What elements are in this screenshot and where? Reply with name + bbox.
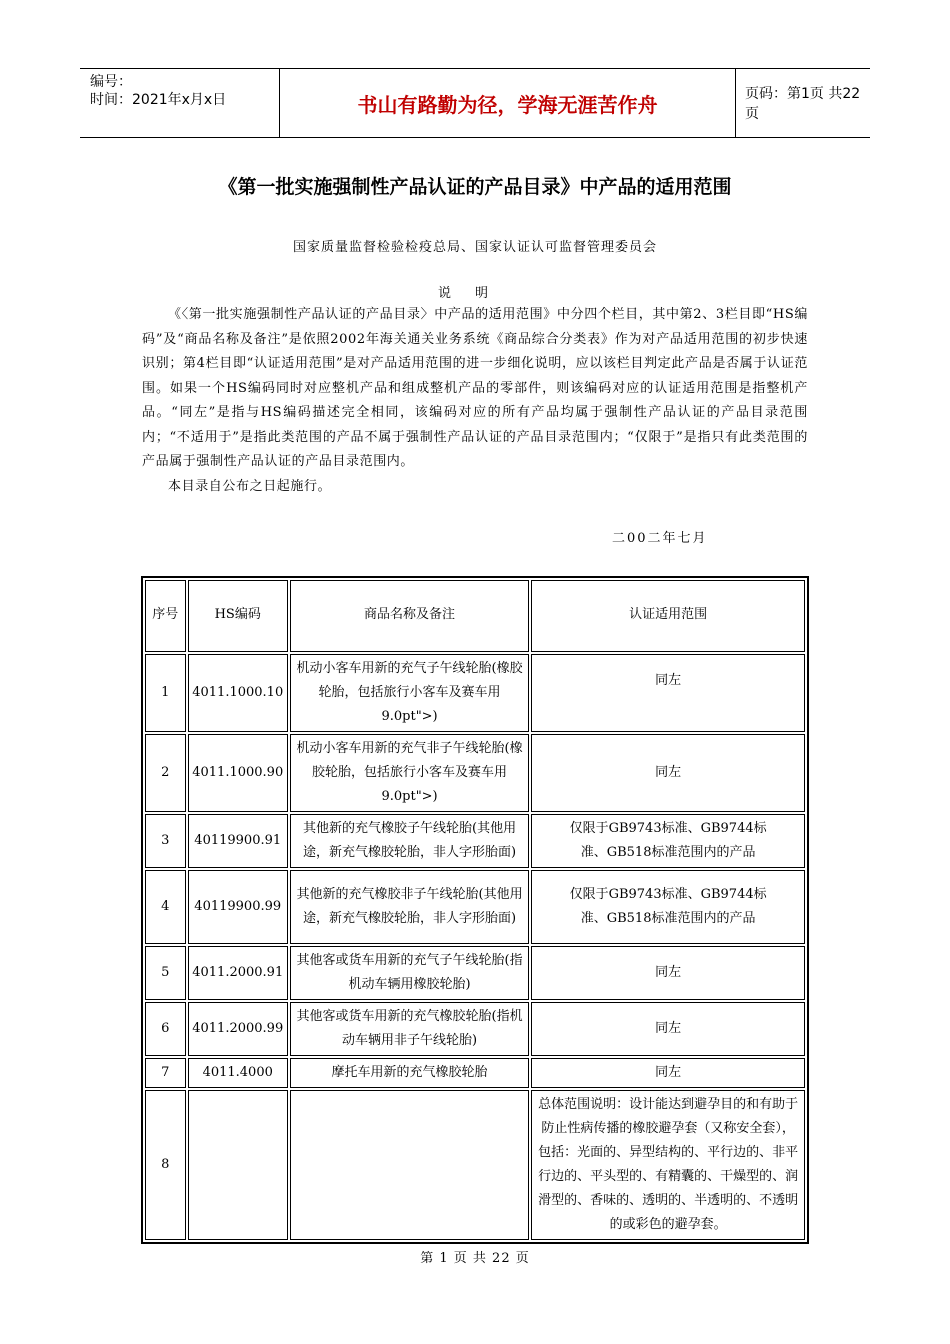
cell-serial: 2 (145, 734, 186, 812)
table-row (145, 1090, 805, 1240)
cell-scope: 总体范围说明：设计能达到避孕目的和有助于防止性病传播的橡胶避孕套（又称安全套），包括：光面的、异型结构的、平行边的、非平行边的、平头型的、有精囊的、干燥型的、润滑型的、香味的、透明的、半透明的、不透明的或彩色的避孕套。 (531, 1090, 805, 1240)
cell-scope: 同左 (531, 1002, 805, 1056)
cell-product-name (290, 1090, 529, 1240)
cell-scope: 同左 (531, 1058, 805, 1088)
cell-product-name: 机动小客车用新的充气非子午线轮胎(橡胶轮胎，包括旅行小客车及赛车用9.0pt">) (290, 734, 529, 812)
cell-serial: 6 (145, 1002, 186, 1056)
document-issuer: 国家质量监督检验检疫总局、国家认证认可监督管理委员会 (292, 240, 657, 255)
table-row (145, 654, 805, 732)
explanation-heading: 说明 (437, 286, 512, 301)
document-number-label: 编号： (90, 74, 132, 90)
document-time-label: 时间：2021年x月x日 (90, 92, 227, 108)
table-row (145, 870, 805, 944)
cell-scope: 同左 (531, 946, 805, 1000)
product-scope-table (141, 576, 809, 1244)
cell-scope: 仅限于GB9743标准、GB9744标准、GB518标准范围内的产品 (531, 814, 805, 868)
document-title: 《第一批实施强制性产品认证的产品目录》中产品的适用范围 (218, 176, 732, 198)
cell-hs-code: 4011.1000.10 (188, 654, 288, 732)
header-meta (80, 69, 280, 137)
cell-serial: 7 (145, 1058, 186, 1088)
page-footer: 第 1 页 共 22 页 (420, 1251, 530, 1266)
explanation-paragraph: 《〈第一批实施强制性产品认证的产品目录〉中产品的适用范围》中分四个栏目，其中第2、3栏目即“HS编码”及“商品名称及备注”是依照2002年海关通关业务系统《商品综合分类表》作为对产品适用范围的初步快速识别；第4栏目即“认证适用范围”是对产品适用范围的进一步细化说明，应以该栏目判定此产品是否属于认证范围。如果一个HS编码同时对应整机产品和组成整机产品的零部件，则该编码对应的认证适用范围是指整机产品。“同左”是指与HS编码描述完全相同，该编码对应的所有产品均属于强制性产品认证的产品目录范围内；“不适用于”是指此类范围的产品不属于强制性产品认证的产品目录范围内；“仅限于”是指只有此类范围的产品属于强制性产品认证的产品目录范围内。 (142, 307, 808, 469)
effective-paragraph: 本目录自公布之日起施行。 (168, 478, 332, 494)
cell-scope: 同左 (531, 734, 805, 812)
cell-hs-code: 4011.2000.99 (188, 1002, 288, 1056)
header-cell-scope: 认证适用范围 (531, 580, 805, 652)
header-cell-serial: 序号 (145, 580, 186, 652)
explanation-body (142, 303, 808, 499)
cell-scope: 同左 (531, 654, 805, 732)
cell-product-name: 其他新的充气橡胶子午线轮胎(其他用途，新充气橡胶轮胎，非人字形胎面) (290, 814, 529, 868)
table-row (145, 734, 805, 812)
header-cell-hs-code: HS编码 (188, 580, 288, 652)
cell-hs-code: 4011.4000 (188, 1058, 288, 1088)
header-page-info: 页码：第1页 共22页 (745, 86, 861, 122)
header-cell-product-name: 商品名称及备注 (290, 580, 529, 652)
cell-hs-code (188, 1090, 288, 1240)
cell-serial: 8 (145, 1090, 186, 1240)
cell-product-name: 其他新的充气橡胶非子午线轮胎(其他用途，新充气橡胶轮胎，非人字形胎面) (290, 870, 529, 944)
cell-hs-code: 40119900.91 (188, 814, 288, 868)
cell-product-name: 机动小客车用新的充气子午线轮胎(橡胶轮胎，包括旅行小客车及赛车用9.0pt">) (290, 654, 529, 732)
cell-scope: 仅限于GB9743标准、GB9744标准、GB518标准范围内的产品 (531, 870, 805, 944)
table-row (145, 814, 805, 868)
publication-date: 二00二年七月 (612, 531, 708, 546)
cell-serial: 1 (145, 654, 186, 732)
cell-product-name: 其他客或货车用新的充气子午线轮胎(指机动车辆用橡胶轮胎) (290, 946, 529, 1000)
table-row (145, 946, 805, 1000)
cell-serial: 4 (145, 870, 186, 944)
table-row (145, 1002, 805, 1056)
table-row (145, 1058, 805, 1088)
page-header (80, 68, 870, 138)
table-header-row (145, 580, 805, 652)
cell-hs-code: 4011.2000.91 (188, 946, 288, 1000)
cell-serial: 3 (145, 814, 186, 868)
cell-hs-code: 40119900.99 (188, 870, 288, 944)
cell-product-name: 摩托车用新的充气橡胶轮胎 (290, 1058, 529, 1088)
cell-product-name: 其他客或货车用新的充气橡胶轮胎(指机动车辆用非子午线轮胎) (290, 1002, 529, 1056)
cell-hs-code: 4011.1000.90 (188, 734, 288, 812)
header-motto: 书山有路勤为径，学海无涯苦作舟 (280, 69, 736, 137)
cell-serial: 5 (145, 946, 186, 1000)
